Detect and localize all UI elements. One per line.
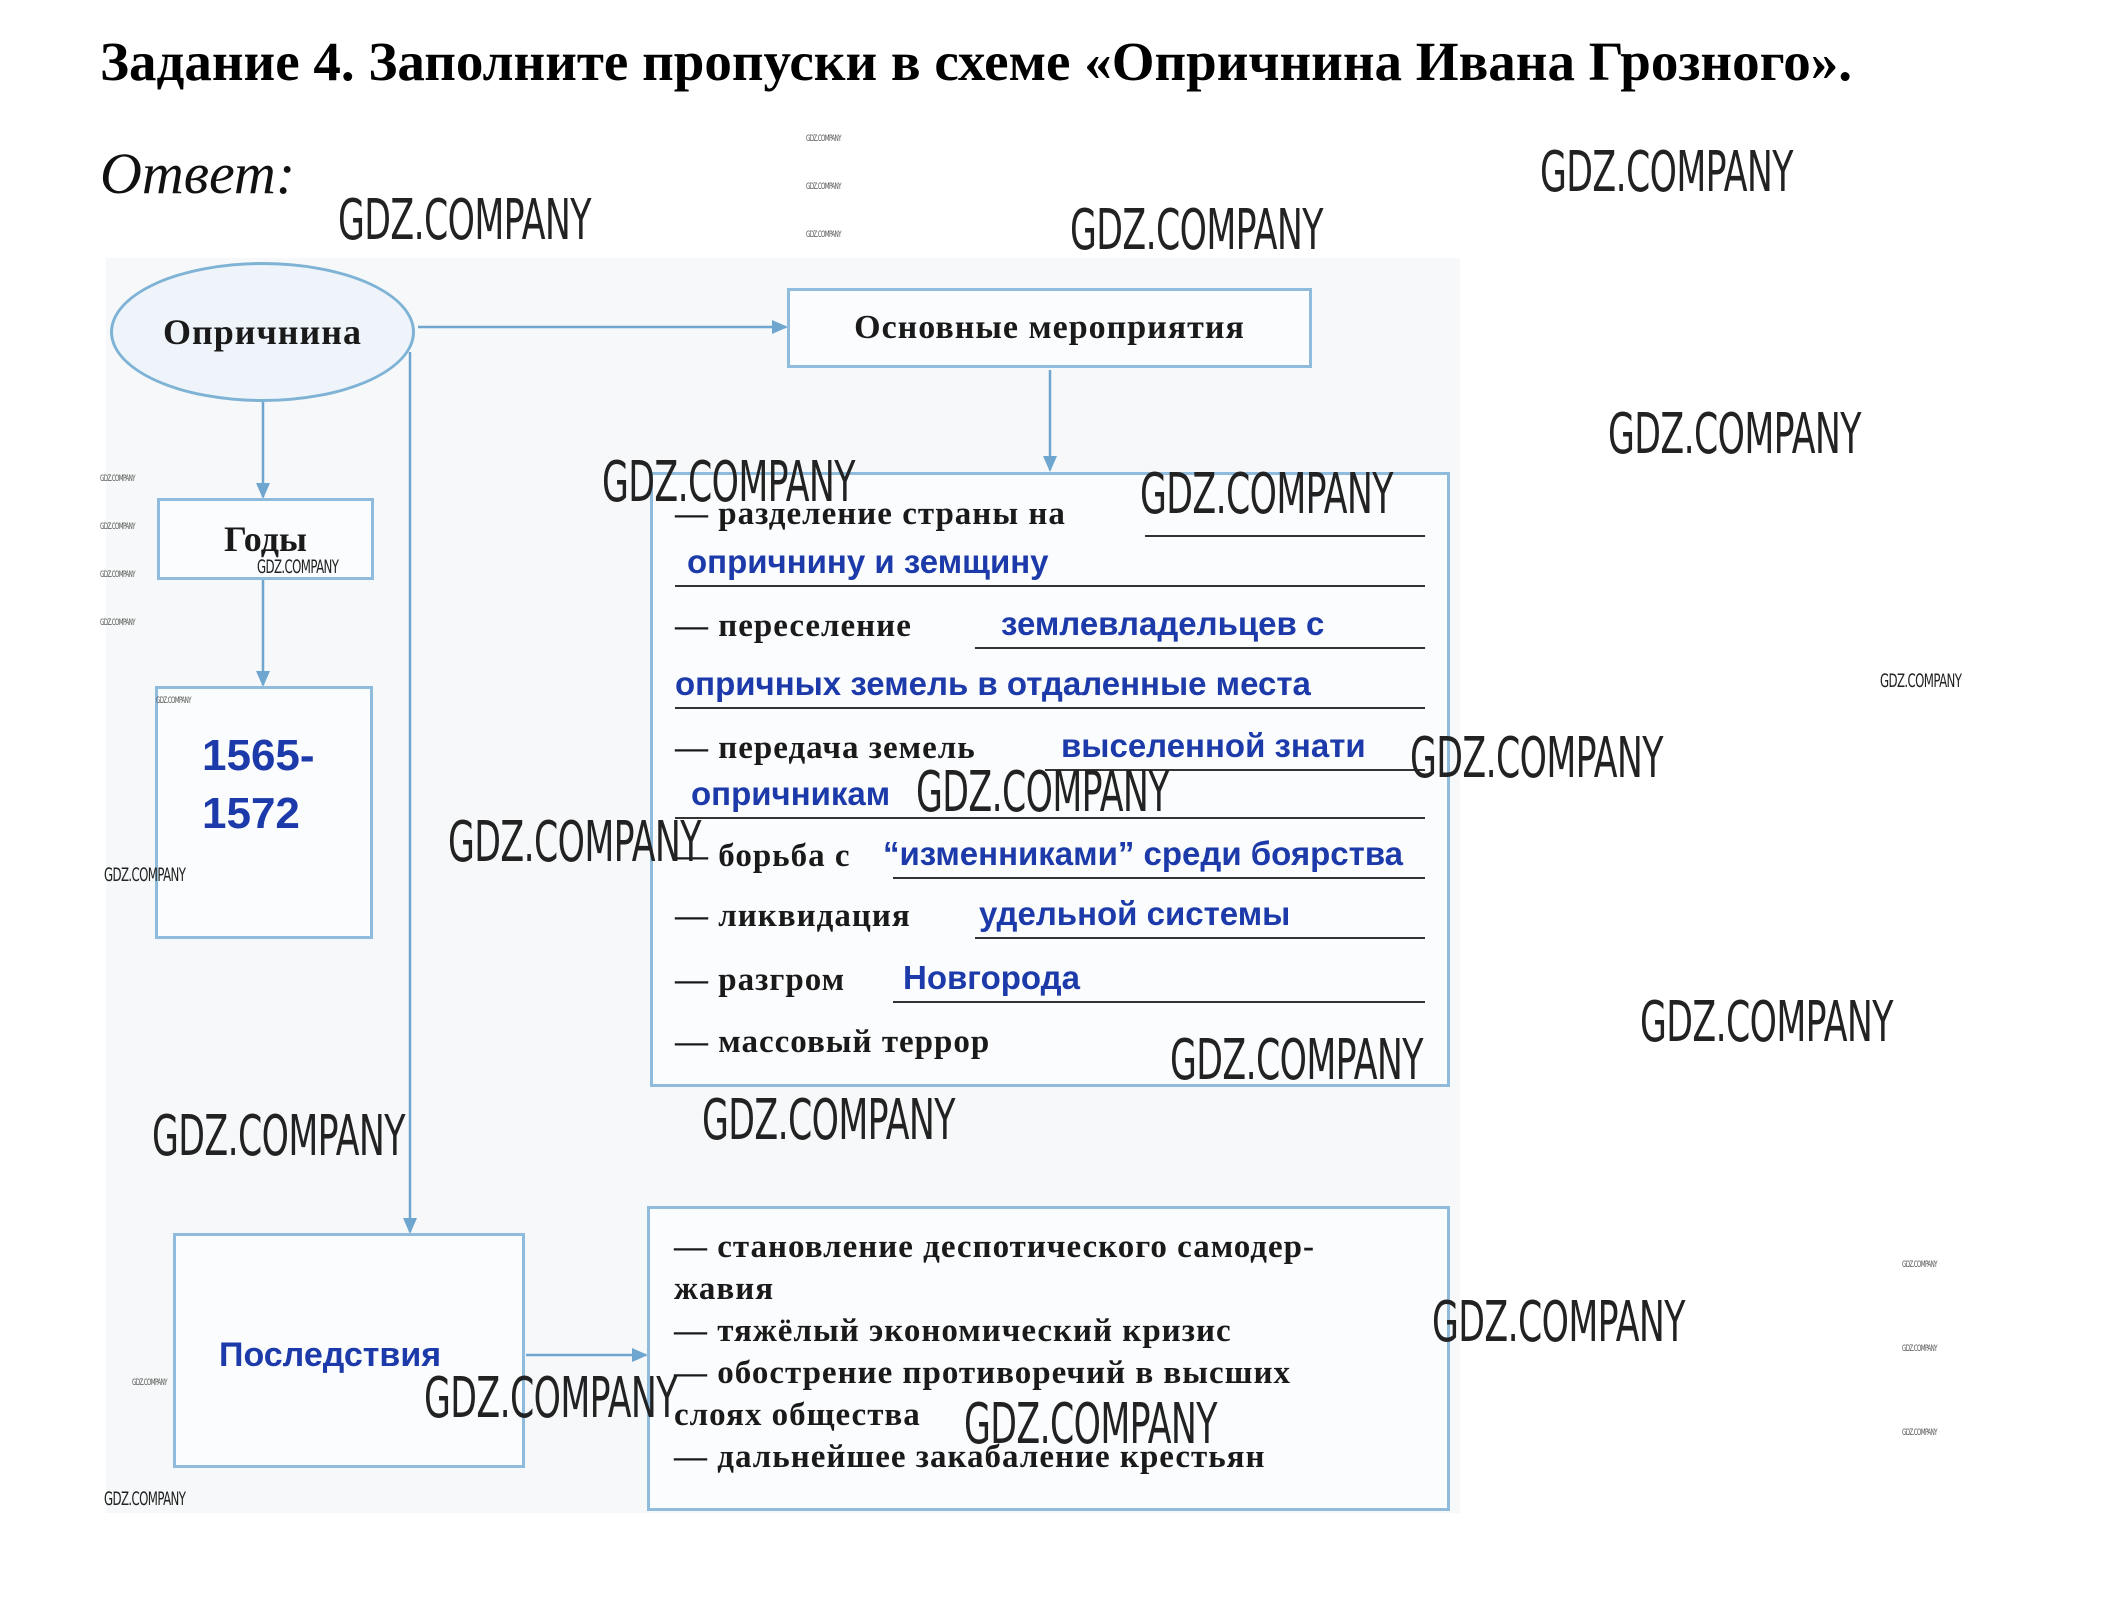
watermark: GDZ.COMPANY [104, 864, 186, 886]
root-node-oprichnina: Опричнина [110, 262, 415, 402]
measure-label-defeat: — разгром [675, 962, 846, 998]
watermark: GDZ.COMPANY [338, 188, 591, 253]
watermark: GDZ.COMPANY [152, 1104, 405, 1169]
watermark: GDZ.COMPANY [132, 1378, 167, 1388]
measure-row-liquidation [675, 893, 1425, 939]
watermark: GDZ.COMPANY [1880, 670, 1962, 692]
watermark: GDZ.COMPANY [1170, 1028, 1423, 1093]
measure-answer-division: опричнину и земщину [687, 543, 1049, 580]
consequence-item: — дальнейшее закабаление крестьян [674, 1439, 1266, 1475]
consequences-list-box [647, 1206, 1450, 1511]
watermark: GDZ.COMPANY [104, 1488, 186, 1510]
measures-header-box: Основные мероприятия [787, 288, 1312, 368]
years-box: Годы [157, 498, 374, 580]
watermark: GDZ.COMPANY [1902, 1428, 1937, 1438]
measure-label-transfer: — передача земель [675, 730, 976, 766]
watermark: GDZ.COMPANY [916, 760, 1169, 825]
task-title: Задание 4. Заполните пропуски в схеме «Опричнина Ивана Грозного». [100, 31, 1852, 92]
watermark: GDZ.COMPANY [1902, 1260, 1937, 1270]
consequences-label: Последствия [219, 1336, 442, 1374]
measure-answer-transfer-2: опричникам [691, 775, 891, 812]
measure-answer-resettlement-1: землевладельцев с [1001, 605, 1325, 642]
years-answer-box [155, 686, 373, 939]
watermark: GDZ.COMPANY [702, 1088, 955, 1153]
measure-row-resettlement-answer [675, 663, 1425, 709]
measure-answer-resettlement-2: опричных земель в отдаленные места [675, 665, 1311, 702]
measure-label-liquidation: — ликвидация [675, 898, 911, 934]
watermark: GDZ.COMPANY [1640, 990, 1893, 1055]
consequence-item: — обострение противоречий в высших [674, 1355, 1291, 1391]
consequences-box [173, 1233, 525, 1468]
watermark: GDZ.COMPANY [100, 522, 135, 532]
years-answer-start: 1565- [202, 731, 315, 780]
measure-answer-defeat: Новгорода [903, 959, 1080, 996]
measure-label-resettlement: — переселение [675, 608, 912, 644]
watermark: GDZ.COMPANY [257, 556, 339, 578]
watermark: GDZ.COMPANY [100, 570, 135, 580]
measure-label-division: — разделение страны на [675, 496, 1066, 532]
watermark: GDZ.COMPANY [156, 696, 191, 706]
measure-label-terror: — массовый террор [675, 1024, 991, 1060]
measure-row-resettlement [675, 603, 1425, 649]
measure-row-struggle [675, 833, 1425, 879]
watermark: GDZ.COMPANY [1432, 1290, 1685, 1355]
watermark: GDZ.COMPANY [964, 1392, 1217, 1457]
watermark: GDZ.COMPANY [1070, 198, 1323, 263]
measure-answer-struggle: “изменниками” среди боярства [883, 835, 1404, 872]
watermark: GDZ.COMPANY [1540, 140, 1793, 205]
watermark: GDZ.COMPANY [100, 474, 135, 484]
watermark: GDZ.COMPANY [1410, 726, 1663, 791]
consequence-item: слоях общества [674, 1397, 921, 1433]
watermark: GDZ.COMPANY [448, 810, 701, 875]
measure-answer-transfer-1: выселенной знати [1061, 727, 1366, 764]
consequence-item: жавия [674, 1271, 775, 1307]
measure-row-defeat [675, 957, 1425, 1003]
answer-label: Ответ: [100, 141, 296, 206]
watermark: GDZ.COMPANY [1608, 402, 1861, 467]
watermark: GDZ.COMPANY [806, 230, 841, 240]
watermark: GDZ.COMPANY [1902, 1344, 1937, 1354]
consequence-item: — тяжёлый экономический кризис [674, 1313, 1232, 1349]
measure-answer-liquidation: удельной системы [979, 895, 1291, 932]
watermark: GDZ.COMPANY [1140, 462, 1393, 527]
watermark: GDZ.COMPANY [806, 182, 841, 192]
measure-label-struggle: — борьба с [675, 838, 851, 874]
years-answer-end: 1572 [202, 789, 300, 838]
watermark: GDZ.COMPANY [806, 134, 841, 144]
watermark: GDZ.COMPANY [100, 618, 135, 628]
consequence-item: — становление деспотического самодер- [674, 1229, 1315, 1265]
measure-row-division-answer [675, 541, 1425, 587]
watermark: GDZ.COMPANY [602, 450, 855, 515]
watermark: GDZ.COMPANY [424, 1366, 677, 1431]
